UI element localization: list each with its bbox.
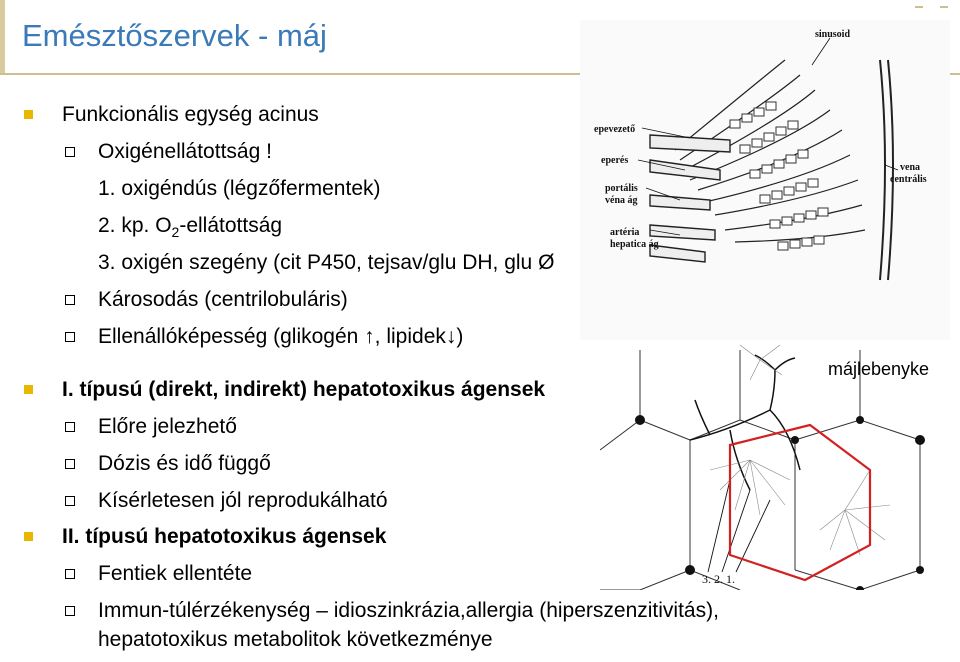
- corner-marker: [915, 6, 923, 8]
- bullet-type2: II. típusú hepatotoxikus ágensek: [62, 525, 387, 548]
- bullet-resistance: Ellenállóképesség (glikogén ↑, lipidek↓): [98, 325, 464, 348]
- bullet-box: [65, 147, 75, 157]
- bullet-square: [24, 385, 33, 394]
- bullet-type1: I. típusú (direkt, indirekt) hepatotoxikus ágensek: [62, 378, 546, 401]
- label-portalis: portális: [605, 183, 638, 194]
- bullet-square: [24, 110, 33, 119]
- bullet-dose: Dózis és idő függő: [98, 452, 271, 475]
- label-vena-ag: véna ág: [605, 195, 638, 206]
- bullet-box: [65, 459, 75, 469]
- title-accent-bar: [0, 0, 5, 74]
- bullet-acinus: Funkcionális egység acinus: [62, 103, 319, 126]
- bullet-immune-line1: Immun-túlérzékenység – idioszinkrázia,allergia (hiperszenzitivitás),: [98, 599, 719, 622]
- label-hepatica-ag: hepatica ág: [610, 239, 659, 250]
- label-epevezeto: epevezető: [594, 124, 636, 135]
- zone-1-text: 1. oxigéndús (légzőfermentek): [98, 177, 381, 200]
- bullet-damage: Károsodás (centrilobuláris): [98, 288, 348, 311]
- zone-2-text: 2. kp. $O_2$-ellátottság: [98, 214, 283, 241]
- bullet-box: [65, 496, 75, 506]
- label-sinusoid: sinusoid: [815, 29, 851, 40]
- bullet-box: [65, 569, 75, 579]
- bullet-predictable: Előre jelezhető: [98, 415, 237, 438]
- page-title: Emésztőszervek - máj: [22, 18, 327, 53]
- zone-3-text: 3. oxigén szegény (cit P450, tejsav/glu DH, glu Ø: [98, 251, 555, 274]
- bullet-opposite: Fentiek ellentéte: [98, 562, 253, 585]
- bullet-box: [65, 332, 75, 342]
- label-centralis: centrális: [890, 174, 927, 185]
- corner-marker: [940, 6, 948, 8]
- bullet-box: [65, 422, 75, 432]
- arrow-down-icon: ↓: [445, 325, 457, 348]
- bullet-oxigen: Oxigénellátottság !: [98, 140, 272, 163]
- zone-numbers: 3. 2. 1.: [702, 572, 735, 586]
- bullet-box: [65, 295, 75, 305]
- bullet-reproducible: Kísérletesen jól reprodukálható: [98, 489, 388, 512]
- bullet-box: [65, 606, 75, 616]
- bullet-immune-line2: hepatotoxikus metabolitok következménye: [98, 628, 493, 651]
- arrow-up-icon: ↑: [364, 325, 375, 348]
- label-eperes: eperés: [601, 155, 629, 166]
- bullet-square: [24, 532, 33, 541]
- label-arteria: artéria: [610, 227, 640, 238]
- figure-caption-majlebenyke: májlebenyke: [828, 359, 930, 379]
- label-vena: vena: [900, 162, 920, 173]
